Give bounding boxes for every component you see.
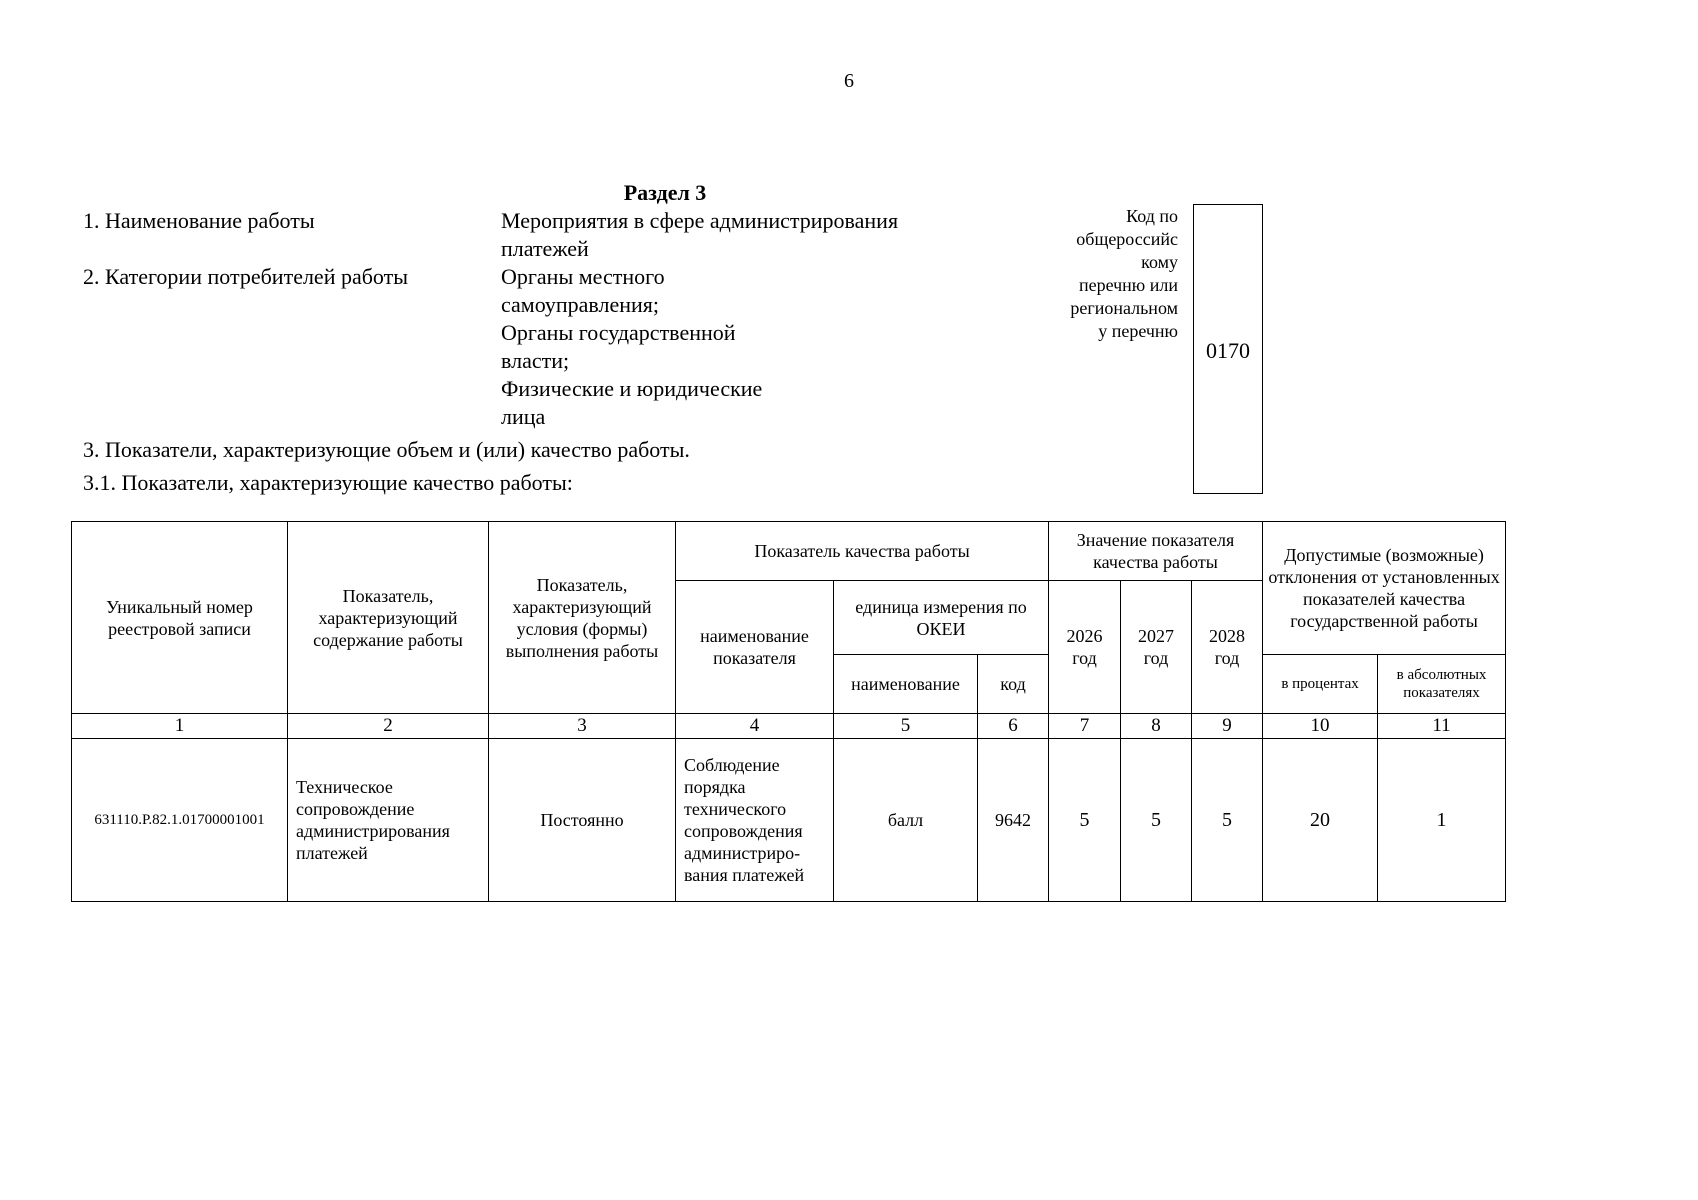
section-title: Раздел 3 [623, 180, 707, 205]
cell-deviation-absolute: 1 [1378, 739, 1506, 902]
cell-unit-name: балл [834, 739, 978, 902]
header-registry-number: Уникальный номер реестровой записи [72, 522, 288, 714]
header-in-percent: в процентах [1263, 655, 1378, 714]
column-number: 11 [1378, 714, 1506, 739]
code-label [1040, 205, 1178, 343]
consumer-line: власти; [501, 348, 570, 373]
code-label-line: у перечню [1098, 321, 1178, 341]
header-unit-code: код [978, 655, 1049, 714]
code-label-line: перечню или [1078, 275, 1178, 295]
header-unit-name: наименование [834, 655, 978, 714]
column-number: 6 [978, 714, 1049, 739]
cell-deviation-percent: 20 [1263, 739, 1378, 902]
work-name-value: Мероприятия в сфере администрирования платежей [501, 208, 899, 261]
consumer-line: лица [501, 404, 546, 429]
consumer-line: Органы местного [501, 264, 665, 289]
column-number: 1 [72, 714, 288, 739]
cell-value-2028: 5 [1192, 739, 1263, 902]
cell-registry-number: 631110.Р.82.1.01700001001 [72, 739, 288, 902]
header-unit-okei: единица измерения по ОКЕИ [834, 581, 1049, 655]
column-number: 10 [1263, 714, 1378, 739]
cell-condition: Постоянно [489, 739, 676, 902]
quality-heading: 3.1. Показатели, характеризующие качество работы: [83, 470, 573, 495]
cell-unit-code: 9642 [978, 739, 1049, 902]
consumers-label: 2. Категории потребителей работы [83, 264, 409, 289]
header-year-2027: 2027 год [1121, 581, 1192, 714]
header-deviations: Допустимые (возможные) отклонения от установленных показателей качества государственной работы [1263, 522, 1506, 655]
code-value: 0170 [1206, 338, 1250, 363]
header-indicator-name: наименование показателя [676, 581, 834, 714]
page-number: 6 [844, 70, 854, 92]
header-quality-indicator: Показатель качества работы [676, 522, 1049, 581]
header-year-2026: 2026 год [1049, 581, 1121, 714]
header-in-absolute: в абсолютных показателях [1378, 655, 1506, 714]
consumer-line: Органы государственной [501, 320, 736, 345]
cell-content: Техническое сопровождение администрирования платежей [288, 739, 489, 902]
code-label-line: общероссийс [1076, 229, 1178, 249]
column-number: 7 [1049, 714, 1121, 739]
quality-table [71, 521, 1506, 902]
column-number: 8 [1121, 714, 1192, 739]
column-number: 4 [676, 714, 834, 739]
column-number: 3 [489, 714, 676, 739]
consumer-line: Физические и юридические [501, 376, 763, 401]
cell-indicator-name: Соблюдение порядка технического сопровождения администриро-вания платежей [676, 739, 834, 902]
consumer-line: самоуправления; [501, 292, 660, 317]
code-label-line: кому [1141, 252, 1178, 272]
cell-value-2026: 5 [1049, 739, 1121, 902]
header-content-indicator: Показатель, характеризующий содержание работы [288, 522, 489, 714]
code-label-line: Код по [1126, 206, 1178, 226]
indicators-heading: 3. Показатели, характеризующие объем и (или) качество работы. [83, 437, 690, 462]
cell-value-2027: 5 [1121, 739, 1192, 902]
table-row [72, 739, 1506, 902]
column-number: 2 [288, 714, 489, 739]
work-name-label: 1. Наименование работы [83, 208, 315, 233]
column-number: 5 [834, 714, 978, 739]
header-year-2028: 2028 год [1192, 581, 1263, 714]
header-quality-value: Значение показателя качества работы [1049, 522, 1263, 581]
code-label-line: региональном [1070, 298, 1178, 318]
header-condition-indicator: Показатель, характеризующий условия (формы) выполнения работы [489, 522, 676, 714]
consumers-value [501, 263, 762, 431]
column-number: 9 [1192, 714, 1263, 739]
